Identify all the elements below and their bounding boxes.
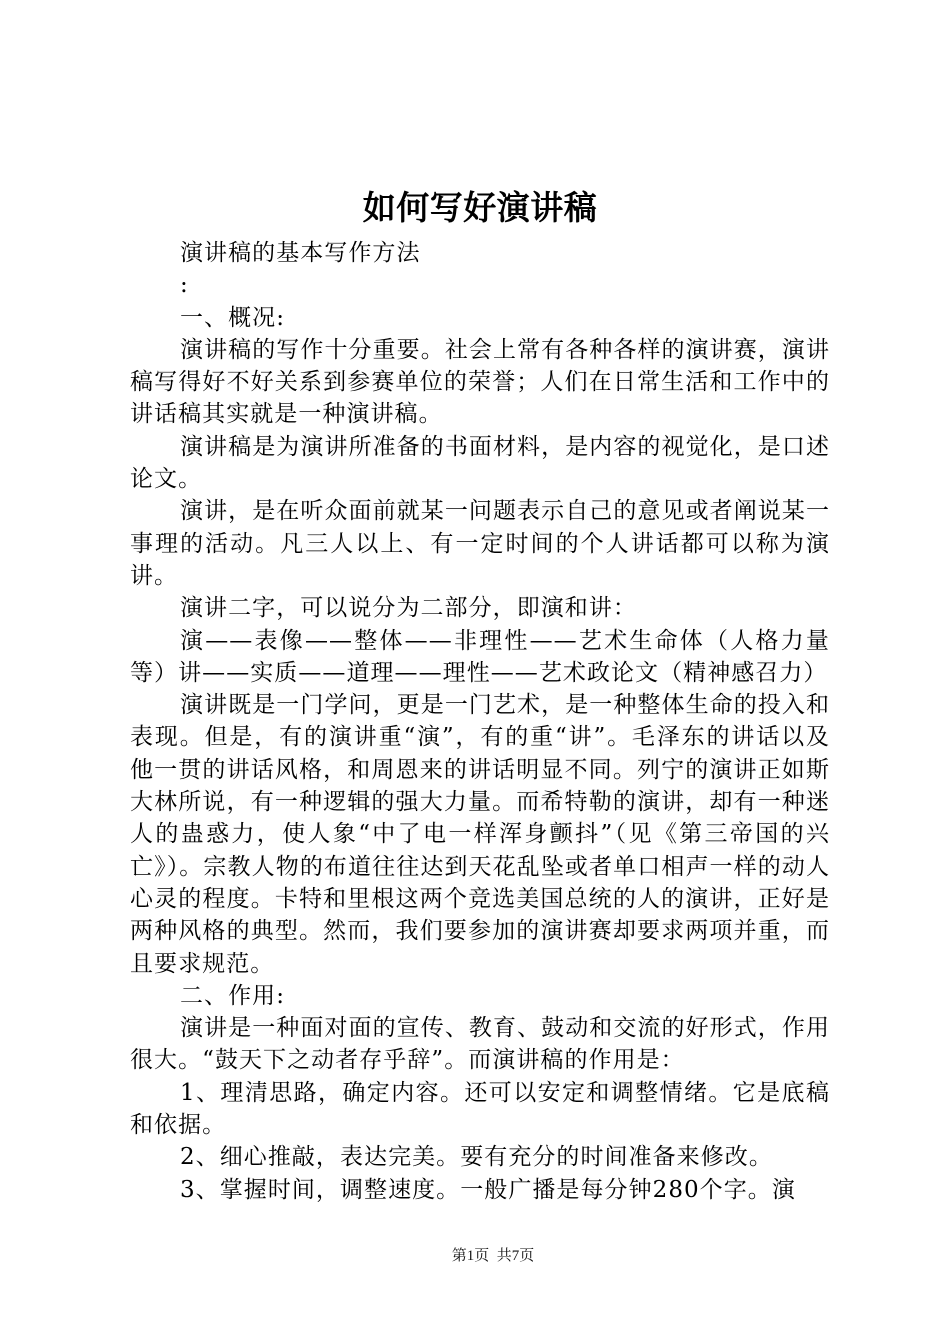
page-total: 共7页 (496, 1248, 535, 1264)
paragraph: 演讲稿是为演讲所准备的书面材料，是内容的视觉化，是口述论文。 (130, 433, 830, 493)
section-heading-overview: 一、概况: (180, 304, 285, 331)
paragraph: 演讲是一种面对面的宣传、教育、鼓动和交流的好形式，作用很大。“鼓天下之动者存乎辞”。而演讲稿的作用是： (130, 1015, 830, 1074)
paragraph-subtitle: 演讲稿的基本写作方法 (180, 240, 421, 266)
paragraph: 演讲，是在听众面前就某一问题表示自己的意见或者阐说某一事理的活动。凡三人以上、有一定时间的个人讲话都可以称为演讲。 (130, 498, 830, 589)
paragraph: 演——表像——整体——非理性——艺术生命体（人格力量等）讲——实质——道理——理性——艺术政论文（精神感召力） (130, 627, 830, 686)
page-footer (0, 1246, 950, 1266)
page-number: 第1页 (451, 1248, 490, 1264)
document-title: 如何写好演讲稿 (362, 188, 598, 227)
paragraph-colon: : (180, 272, 189, 299)
list-item: 3、掌握时间，调整速度。一般广播是每分钟280个字。演 (180, 1176, 796, 1203)
list-item: 1、理清思路，确定内容。还可以安定和调整情绪。它是底稿和依据。 (130, 1079, 830, 1139)
section-heading-function: 二、作用: (180, 982, 285, 1009)
document-body (130, 237, 830, 1206)
paragraph: 演讲二字，可以说分为二部分，即演和讲： (180, 595, 637, 622)
list-item: 2、细心推敲，表达完美。要有充分的时间准备来修改。 (180, 1144, 773, 1171)
paragraph: 演讲稿的写作十分重要。社会上常有各种各样的演讲赛，演讲稿写得好不好关系到参赛单位的荣誉；人们在日常生活和工作中的讲话稿其实就是一种演讲稿。 (130, 336, 830, 428)
paragraph: 演讲既是一门学问，更是一门艺术，是一种整体生命的投入和表现。但是，有的演讲重“演”，有的重“讲”。毛泽东的讲话以及他一贯的讲话风格，和周恩来的讲话明显不同。列宁的演讲正如斯大林所说，有一种逻辑的强大力量。而希特勒的演讲，却有一种迷人的蛊惑力，使人象“中了电一样浑身颤抖”（见《第三帝国的兴亡》）。宗教人物的布道往往达到天花乱坠或者单口相声一样的动人心灵的程度。卡特和里根这两个竞选美国总统的人的演讲，正好是两种风格的典型。然而，我们要参加的演讲赛却要求两项并重，而且要求规范。 (130, 692, 830, 977)
